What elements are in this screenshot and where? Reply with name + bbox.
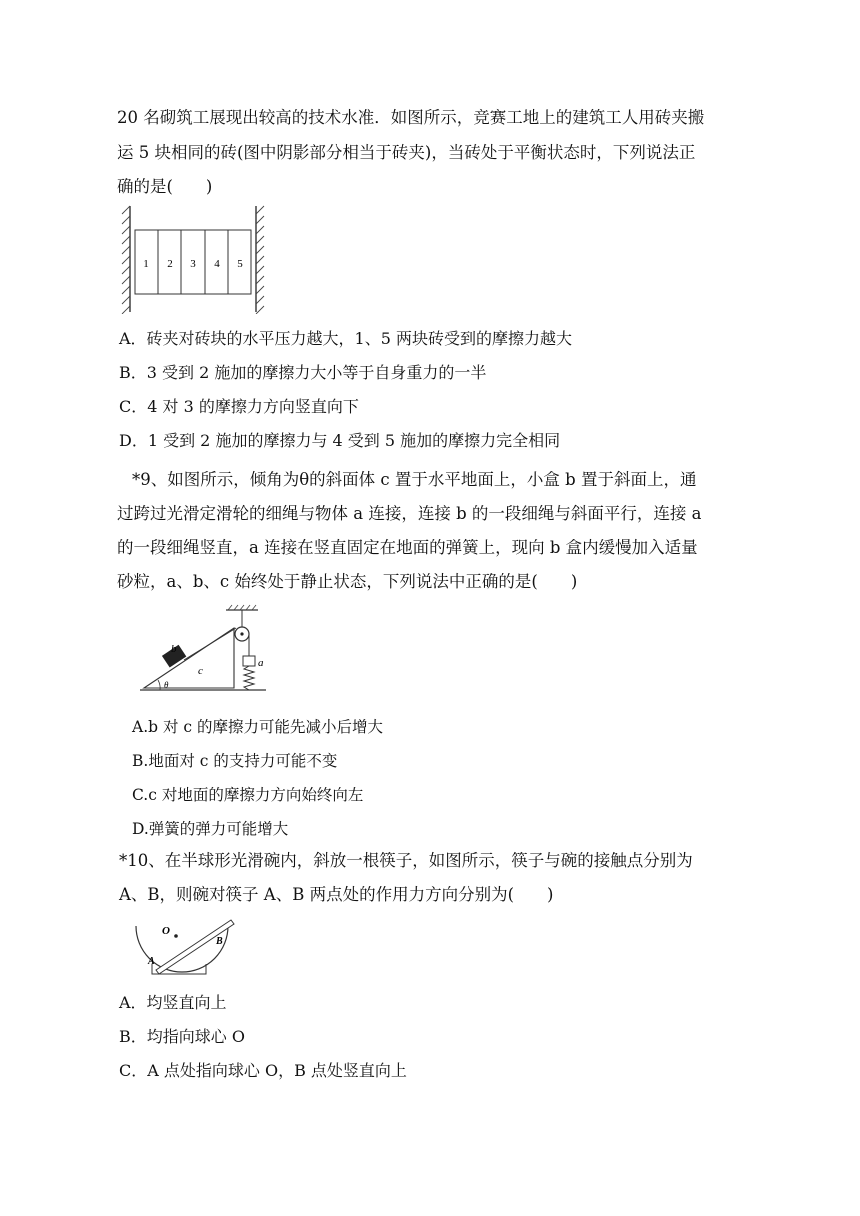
q9-option-a: A.b 对 c 的摩擦力可能先减小后增大	[132, 718, 384, 736]
q8-stem-line-1: 20 名砌筑工展现出较高的技术水准．如图所示，竞赛工地上的建筑工人用砖夹搬	[117, 108, 705, 127]
center-dot	[174, 934, 178, 938]
q9-stem-line-3: 的一段细绳竖直，a 连接在竖直固定在地面的弹簧上，现向 b 盒内缓慢加入适量	[117, 538, 698, 557]
q8-stem-line-3: 确的是( )	[117, 177, 213, 196]
label-a: a	[258, 657, 264, 669]
q10-option-a: A．均竖直向上	[119, 993, 227, 1012]
q8-option-c: C．4 对 3 的摩擦力方向竖直向下	[119, 397, 359, 416]
q8-stem-line-2: 运 5 块相同的砖(图中阴影部分相当于砖夹)，当砖处于平衡状态时，下列说法正	[117, 143, 696, 162]
q10-option-b: B．均指向球心 O	[119, 1027, 245, 1046]
q9-option-c: C.c 对地面的摩擦力方向始终向左	[132, 786, 364, 804]
brick-clamp-figure	[118, 204, 270, 314]
q10-option-c: C．A 点处指向球心 O，B 点处竖直向上	[119, 1061, 407, 1080]
q10-stem-line-2: A、B，则碗对筷子 A、B 两点处的作用力方向分别为( )	[119, 885, 554, 904]
spring	[244, 666, 254, 690]
right-wall-hatching	[256, 206, 264, 314]
block-a	[243, 656, 255, 666]
q8-option-a: A．砖夹对砖块的水平压力越大，1、5 两块砖受到的摩擦力越大	[119, 329, 573, 348]
incline-pulley-figure	[138, 604, 270, 694]
label-c: c	[198, 665, 203, 677]
brick-label-2: 2	[167, 258, 173, 270]
label-o: O	[162, 925, 170, 937]
brick-label-1: 1	[143, 258, 149, 270]
q9-stem-line-2: 过跨过光滑定滑轮的细绳与物体 a 连接，连接 b 的一段细绳与斜面平行，连接 a	[117, 504, 702, 523]
label-theta: θ	[164, 680, 169, 690]
brick-label-3: 3	[190, 258, 196, 270]
q9-stem-line-4: 砂粒，a、b、c 始终处于静止状态，下列说法中正确的是( )	[117, 572, 578, 591]
q8-option-b: B．3 受到 2 施加的摩擦力大小等于自身重力的一半	[119, 363, 487, 382]
q10-stem-line-1: *10、在半球形光滑碗内，斜放一根筷子，如图所示，筷子与碗的接触点分别为	[119, 851, 693, 870]
q9-option-d: D.弹簧的弹力可能增大	[132, 820, 289, 838]
label-a: A	[148, 956, 155, 967]
brick-label-5: 5	[237, 258, 243, 270]
q9-option-b: B.地面对 c 的支持力可能不变	[132, 752, 338, 770]
q9-stem-line-1: *9、如图所示，倾角为θ的斜面体 c 置于水平地面上，小盒 b 置于斜面上，通	[132, 470, 697, 489]
bowl-chopstick-figure	[128, 912, 240, 980]
label-b: B	[216, 936, 223, 947]
brick-label-4: 4	[214, 258, 220, 270]
string-to-b	[184, 628, 236, 660]
q8-option-d: D．1 受到 2 施加的摩擦力与 4 受到 5 施加的摩擦力完全相同	[119, 431, 561, 450]
left-wall-hatching	[122, 206, 130, 314]
label-b: b	[171, 643, 177, 655]
